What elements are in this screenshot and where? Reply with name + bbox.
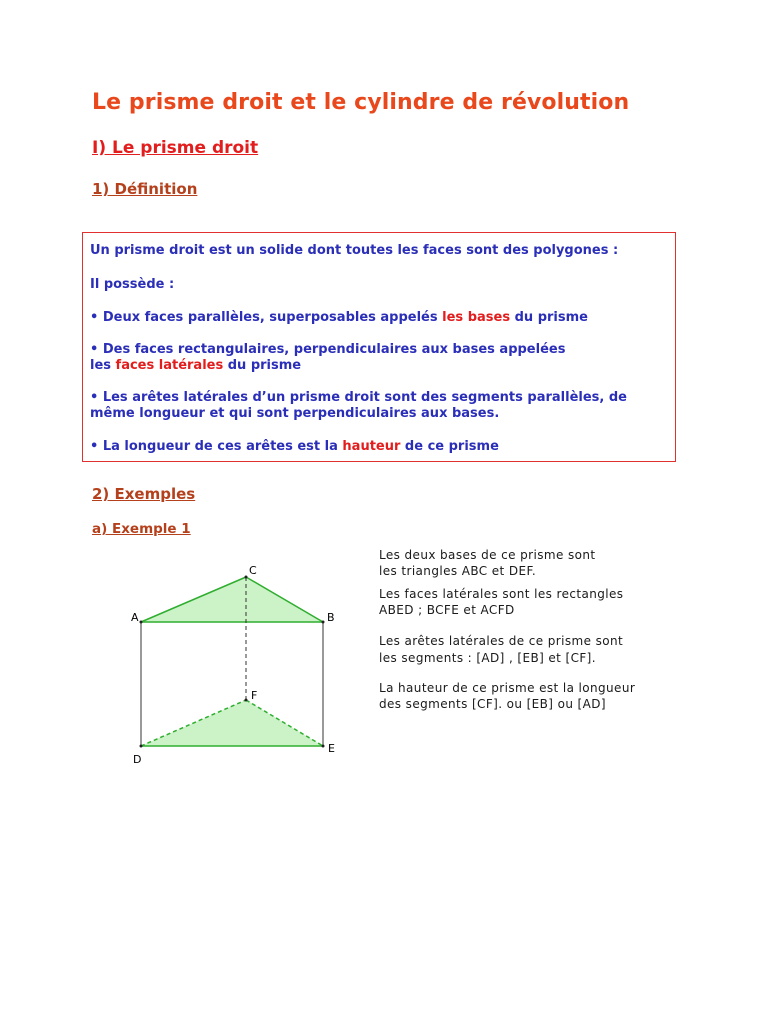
- note-bases-line1: Les deux bases de ce prisme sont: [379, 548, 596, 562]
- definition-has: Il possède :: [90, 277, 175, 292]
- label-a: A: [131, 611, 139, 624]
- note-bases-line2: les triangles ABC et DEF.: [379, 564, 537, 578]
- vertex-f: [245, 699, 248, 702]
- bullet-text: du prisme: [510, 310, 588, 325]
- vertex-a: [140, 621, 143, 624]
- bullet-text: les: [90, 358, 116, 373]
- label-d: D: [133, 753, 142, 766]
- note-hauteur-line1: La hauteur de ce prisme est la longueur: [379, 681, 636, 695]
- label-f: F: [251, 689, 258, 702]
- vertex-c: [245, 576, 248, 579]
- example-1-label: a) Exemple 1: [92, 521, 191, 537]
- bullet-text: • La longueur de ces arêtes est la: [90, 439, 343, 454]
- note-faces-line1: Les faces latérales sont les rectangles: [379, 587, 624, 601]
- label-c: C: [249, 564, 257, 577]
- highlight-hauteur: hauteur: [342, 439, 401, 454]
- definition-intro: Un prisme droit est un solide dont toutes les faces sont des polygones :: [90, 243, 619, 258]
- note-faces-line2: ABED ; BCFE et ACFD: [379, 603, 515, 617]
- page-title: Le prisme droit et le cylindre de révolution: [92, 90, 630, 115]
- vertex-d: [140, 745, 143, 748]
- highlight-bases: les bases: [442, 310, 511, 325]
- note-hauteur-line2: des segments [CF]. ou [EB] ou [AD]: [379, 697, 606, 711]
- section-heading-prisme-droit: I) Le prisme droit: [92, 138, 259, 158]
- label-e: E: [328, 742, 335, 755]
- vertex-b: [322, 621, 325, 624]
- bullet-text: • Deux faces parallèles, superposables appelés: [90, 310, 443, 325]
- label-b: B: [327, 611, 335, 624]
- definition-bullet-faces-line1: • Des faces rectangulaires, perpendiculaires aux bases appelées: [90, 342, 566, 357]
- subsection-heading-exemples: 2) Exemples: [92, 485, 196, 503]
- bullet-text: du prisme: [223, 358, 302, 373]
- subsection-heading-definition: 1) Définition: [92, 180, 198, 198]
- vertex-e: [322, 745, 325, 748]
- note-aretes-line1: Les arêtes latérales de ce prisme sont: [379, 634, 624, 648]
- highlight-faces-laterales: faces latérales: [115, 358, 224, 373]
- definition-bullet-aretes-line1: • Les arêtes latérales d’un prisme droit sont des segments parallèles, de: [90, 390, 627, 405]
- definition-bullet-aretes-line2: même longueur et qui sont perpendiculaires aux bases.: [90, 406, 500, 421]
- bullet-text: de ce prisme: [400, 439, 499, 454]
- note-aretes-line2: les segments : [AD] , [EB] et [CF].: [379, 651, 596, 665]
